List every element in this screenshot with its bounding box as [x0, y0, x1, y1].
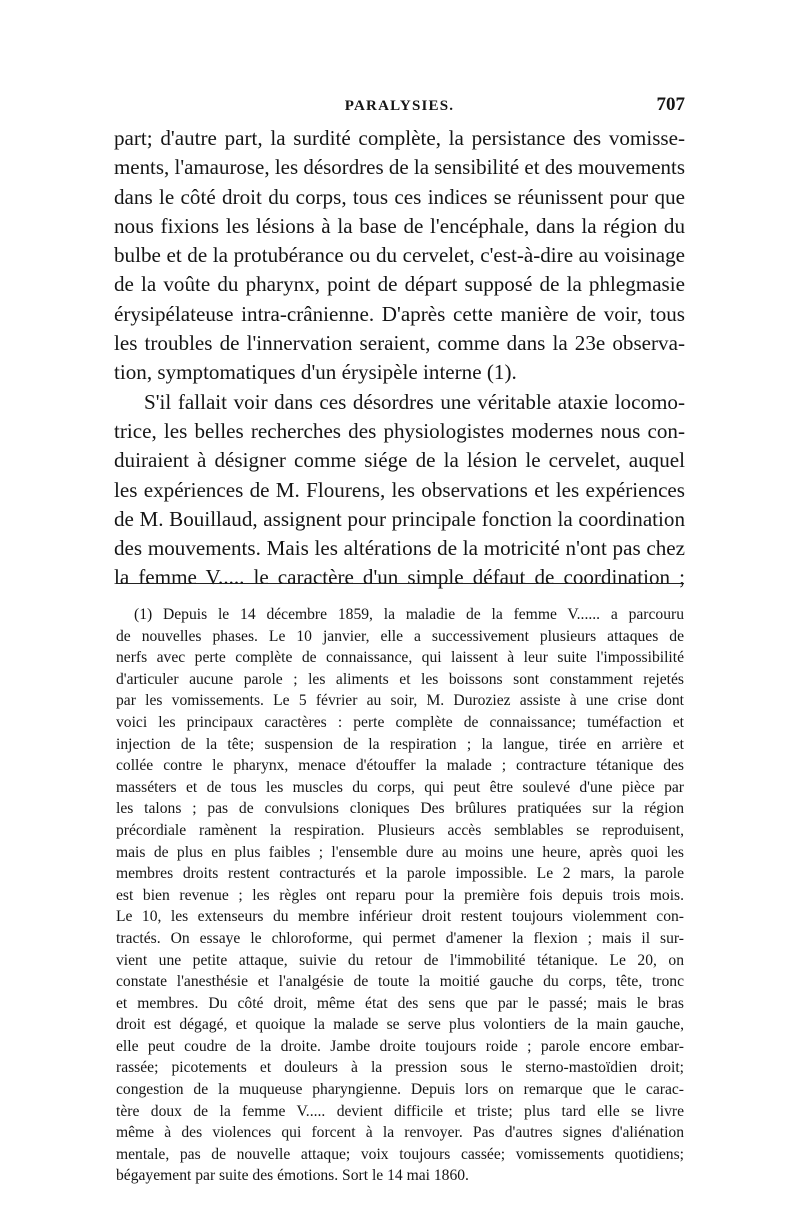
- body-line: les expériences de M. Flourens, les observations et les expériences: [114, 477, 685, 502]
- footnote-line: injection de la tête; suspension de la respiration ; la langue, tirée en arrière et: [116, 735, 684, 753]
- page-number: 707: [656, 94, 685, 115]
- main-text: [114, 124, 685, 593]
- footnote-line: de nouvelles phases. Le 10 janvier, elle a successivement plusieurs attaques de: [116, 627, 684, 645]
- footnote-line: Le 10, les extenseurs du membre inférieur droit restent toujours violemment con-: [116, 908, 684, 926]
- body-line: ments, l'amaurose, les désordres de la sensibilité et des mouvements: [114, 155, 685, 180]
- footnote-line: droit est dégagé, et quoique la malade se serve plus volontiers de la main gauche,: [116, 1016, 684, 1034]
- footnote-line: est bien revenue ; les règles ont reparu pour la première fois depuis trois mois.: [116, 886, 684, 904]
- footnote-line: précordiale ramènent la respiration. Plusieurs accès semblables se reproduisent,: [116, 821, 684, 839]
- footnote-line: elle peut coudre de la droite. Jambe droite toujours roide ; parole encore embar-: [116, 1037, 684, 1055]
- footnote-line: tère doux de la femme V..... devient difficile et triste; plus tard elle se livre: [116, 1102, 684, 1120]
- footnote-line: nerfs avec perte complète de connaissance, qui laissent à leur suite l'impossibilité: [116, 649, 684, 667]
- footnote-line: rassée; picotements et douleurs à la pression sous le sterno-mastoïdien droit;: [116, 1059, 684, 1077]
- body-line: tion, symptomatiques d'un érysipèle interne (1).: [114, 360, 517, 385]
- body-line: trice, les belles recherches des physiologistes modernes nous con-: [114, 418, 685, 443]
- body-line: la femme V..... le caractère d'un simple défaut de coordination ;: [114, 565, 685, 590]
- footnote: [116, 604, 684, 1187]
- body-line: dans le côté droit du corps, tous ces indices se réunissent pour que: [114, 184, 685, 209]
- footnote-line: par les vomissements. Le 5 février au soir, M. Duroziez assiste à une crise dont: [116, 692, 684, 710]
- body-line: S'il fallait voir dans ces désordres une véritable ataxie locomo-: [144, 389, 685, 414]
- body-line: érysipélateuse intra-crânienne. D'après cette manière de voir, tous: [114, 301, 685, 326]
- footnote-line: congestion de la muqueuse pharyngienne. Depuis lors on remarque que le carac-: [116, 1081, 684, 1099]
- footnote-line: tractés. On essaye le chloroforme, qui permet d'amener la flexion ; mais il sur-: [116, 929, 684, 947]
- footnote-line: bégayement par suite des émotions. Sort le 14 mai 1860.: [116, 1167, 469, 1185]
- footnote-rule: [116, 583, 684, 584]
- running-head: [114, 92, 685, 122]
- running-title: PARALYSIES.: [344, 98, 455, 114]
- footnote-line: vient une petite attaque, suivie du retour de l'immobilité tétanique. Le 20, on: [116, 951, 684, 969]
- footnote-line: (1) Depuis le 14 décembre 1859, la maladie de la femme V...... a parcouru: [134, 606, 684, 623]
- footnote-line: et membres. Du côté droit, même état des sens que par le passé; mais le bras: [116, 994, 684, 1012]
- footnote-line: constate l'anesthésie et l'analgésie de toute la moitié gauche du corps, tête, tronc: [116, 973, 684, 991]
- footnote-line: collée contre le pharynx, menace d'étouffer la malade ; contracture tétanique des: [116, 757, 684, 775]
- footnote-line: voici les principaux caractères : perte complète de connaissance; tuméfaction et: [116, 713, 684, 731]
- body-line: duiraient à désigner comme siége de la lésion le cervelet, auquel: [114, 448, 685, 473]
- footnote-line: même à des violences qui forcent à la renvoyer. Pas d'autres signes d'aliénation: [116, 1124, 684, 1142]
- footnote-line: mais de plus en plus faibles ; l'ensemble dure au moins une heure, après quoi les: [116, 843, 684, 861]
- footnote-line: masséters et de tous les muscles du corps, qui peut être soulevé d'une pièce par: [116, 778, 684, 796]
- footnote-line: d'articuler aucune parole ; les aliments et les boissons sont constamment rejetés: [116, 670, 684, 688]
- footnote-line: mentale, pas de nouvelle attaque; voix toujours cassée; vomissements quotidiens;: [116, 1145, 684, 1163]
- footnote-line: membres droits restent contracturés et la parole impossible. Le 2 mars, la parole: [116, 865, 684, 883]
- footnote-line: les talons ; pas de convulsions cloniques Des brûlures pratiquées sur la région: [116, 800, 684, 818]
- body-line: les troubles de l'innervation seraient, comme dans la 23e observa-: [114, 331, 685, 356]
- body-line: des mouvements. Mais les altérations de la motricité n'ont pas chez: [114, 536, 685, 561]
- body-line: nous fixions les lésions à la base de l'encéphale, dans la région du: [114, 213, 685, 238]
- body-line: de la voûte du pharynx, point de départ supposé de la phlegmasie: [114, 272, 685, 297]
- body-line: part; d'autre part, la surdité complète, la persistance des vomisse-: [114, 126, 685, 150]
- body-line: bulbe et de la protubérance ou du cervelet, c'est-à-dire au voisinage: [114, 243, 685, 268]
- body-line: de M. Bouillaud, assignent pour principale fonction la coordination: [114, 506, 685, 531]
